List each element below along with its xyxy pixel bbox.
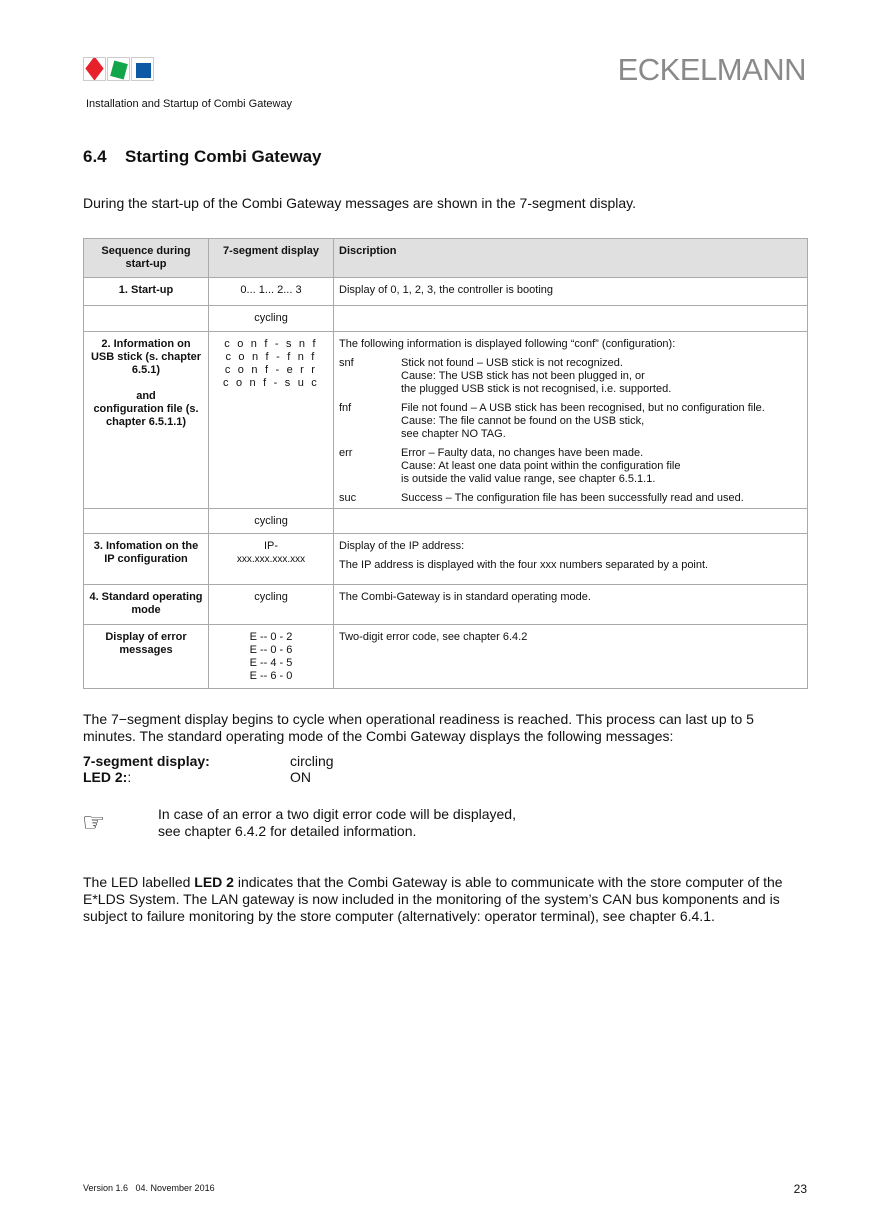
display-code: c o n f - s u c — [223, 377, 319, 389]
code-text: Cause: The file cannot be found on the USB stick, — [401, 415, 645, 427]
led-paragraph — [83, 874, 808, 925]
led-label-suffix: : — [127, 769, 132, 785]
column-header: Sequence during start-up — [84, 239, 209, 278]
startup-sequence-table — [83, 238, 808, 689]
sequence-cell: Display of error messages — [84, 625, 209, 689]
table-row — [84, 585, 808, 625]
sequence-cell — [84, 306, 209, 332]
error-code: E -- 0 - 2 — [249, 631, 293, 643]
section-title: Starting Combi Gateway — [125, 147, 322, 166]
display-code: c o n f - f n f — [225, 351, 317, 363]
display-cell: cycling — [209, 306, 334, 332]
column-header: 7-segment display — [209, 239, 334, 278]
table-row — [84, 306, 808, 332]
brand-name: ECKELMANN — [617, 52, 806, 87]
code-text: Success – The configuration file has been successfully read and used. — [401, 492, 744, 504]
code-text: Cause: The USB stick has not been plugged in, or — [401, 370, 645, 382]
description-cell — [334, 509, 808, 534]
description-intro: The following information is displayed following “conf” (configuration): — [339, 338, 676, 350]
bold-text: LED 2 — [194, 874, 234, 890]
cycle-paragraph: The 7−segment display begins to cycle when operational readiness is reached. This process can last up to 5 minutes. The standard operating mode of the Combi Gateway displays the following messages: — [83, 711, 754, 744]
code-text: see chapter NO TAG. — [401, 428, 506, 440]
description-line: The IP address is displayed with the four xxx numbers separated by a point. — [339, 559, 709, 571]
description-cell — [334, 306, 808, 332]
code-text: Error – Faulty data, no changes have been made. — [401, 447, 644, 459]
display-cell: cycling — [209, 509, 334, 534]
description-line: Display of the IP address: — [339, 540, 465, 552]
sequence-cell: 1. Start-up — [84, 278, 209, 306]
display-cell — [209, 534, 334, 585]
table-row — [84, 625, 808, 689]
table-row — [84, 332, 808, 509]
code-key: snf — [339, 357, 354, 369]
code-text: is outside the valid value range, see chapter 6.5.1.1. — [401, 473, 656, 485]
code-text: File not found – A USB stick has been recognised, but no configuration file. — [401, 402, 765, 414]
code-text: the plugged USB stick is not recognised, i.e. supported. — [401, 383, 672, 395]
sequence-cell: 4. Standard operating mode — [84, 585, 209, 625]
display-code: IP- — [263, 540, 279, 552]
description-cell — [334, 534, 808, 585]
error-code: E -- 6 - 0 — [249, 670, 293, 682]
display-cell: cycling — [209, 585, 334, 625]
sequence-cell — [84, 332, 209, 509]
display-cell — [209, 332, 334, 509]
footer-version: Version 1.6 04. November 2016 — [83, 1183, 215, 1193]
page-number: 23 — [793, 1182, 807, 1196]
text: The LED labelled — [83, 874, 195, 890]
code-text: Stick not found – USB stick is not recognized. — [401, 357, 623, 369]
display-cell — [209, 625, 334, 689]
display-cell: 0... 1... 2... 3 — [209, 278, 334, 306]
column-header: Discription — [334, 239, 808, 278]
description-cell: The Combi-Gateway is in standard operating mode. — [334, 585, 808, 625]
code-entry-suc — [339, 492, 802, 505]
code-key: fnf — [339, 402, 352, 414]
table-row — [84, 509, 808, 534]
display-code: c o n f - s n f — [224, 338, 318, 350]
pointing-hand-icon: ☞ — [82, 807, 106, 837]
display-code: c o n f - e r r — [224, 364, 318, 376]
sequence-and: and — [136, 390, 156, 402]
note-line: In case of an error a two digit error code will be displayed, — [158, 806, 516, 822]
description-cell: Two-digit error code, see chapter 6.4.2 — [334, 625, 808, 689]
intro-paragraph: During the start-up of the Combi Gateway messages are shown in the 7-segment display. — [83, 195, 637, 211]
text: indicates that the Combi Gateway is able to communicate with the store computer of the E*LDS System. The LAN gateway is now included in the monitoring of the system’s CAN bus komponents and is subject to failure monitoring by the store computer (alternatively: operator terminal), see chapter 6.4.1. — [83, 874, 783, 924]
table-header-row — [84, 239, 808, 278]
sequence-cell — [84, 509, 209, 534]
code-entry-fnf — [339, 402, 802, 441]
code-entry-snf — [339, 357, 802, 396]
sequence-config: configuration file (s. chapter 6.5.1.1) — [93, 403, 199, 428]
display-code: xxx.xxx.xxx.xxx — [236, 554, 306, 565]
description-cell: Display of 0, 1, 2, 3, the controller is booting — [334, 278, 808, 306]
code-key: suc — [339, 492, 357, 504]
description-cell — [334, 332, 808, 509]
table-row — [84, 278, 808, 306]
error-code: E -- 4 - 5 — [249, 657, 293, 669]
status-label — [83, 769, 131, 785]
sequence-usb: 2. Information on USB stick (s. chapter 6.5.1) — [90, 338, 202, 376]
section-number: 6.4 — [83, 147, 107, 166]
code-key: err — [339, 447, 353, 459]
code-text: Cause: At least one data point within the configuration file — [401, 460, 681, 472]
error-code: E -- 0 - 6 — [249, 644, 293, 656]
led-label: LED 2: — [83, 769, 128, 785]
document-subtitle: Installation and Startup of Combi Gateway — [86, 98, 293, 110]
table-row — [84, 534, 808, 585]
status-value: circling — [290, 753, 334, 769]
section-heading — [83, 147, 321, 167]
sequence-cell: 3. Infomation on the IP configuration — [84, 534, 209, 585]
note-text — [158, 806, 516, 840]
eckelmann-logo — [83, 57, 155, 81]
note-line: see chapter 6.4.2 for detailed information. — [158, 823, 417, 839]
code-entry-err — [339, 447, 802, 486]
status-label: 7-segment display: — [83, 753, 210, 769]
status-value: ON — [290, 769, 311, 785]
